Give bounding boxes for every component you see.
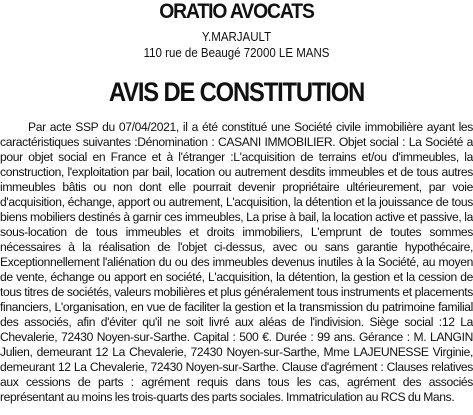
- notice-body: [0, 120, 473, 405]
- notice-title: AVIS DE CONSTITUTION: [108, 77, 365, 107]
- firm-contact-name: Y.MARJAULT: [201, 30, 272, 44]
- notice-body-text: Par acte SSP du 07/04/2021, il a été constitué une Société civile immobilière ayant les caractéristiques suivantes :Dénomination : CASANI IMMOBILIER. Objet social : La Société a pour objet social en France et à l'étranger :L'acquisition de terrains et/ou d'immeubles, la construction, l'exploitation par bail, location ou autrement desdits immeubles et de tous autres immeubles bâtis ou non dont elle pourrait devenir propriétaire ultérieurement, par voie d'acquisition, échange, apport ou autrement, L'acquisition, la détention et la jouissance de tous biens mobiliers destinés à garnir ces immeubles, La prise à bail, la location active et passive, la sous-location de tous immeubles et droits immobiliers, L'emprunt de toutes sommes nécessaires à la réalisation de l'objet ci-dessus, avec ou sans garantie hypothécaire, Exceptionnellement l'aliénation du ou des immeubles devenus inutiles à la Société, au moyen de vente, échange ou apport en société, L'acquisition, la détention, la gestion et la cession de tous titres de sociétés, valeurs mobilières et plus généralement tous instruments et placements financiers, L'organisation, en vue de faciliter la gestion et la transmission du patrimoine familial des associés, afin d'éviter qu'il ne soit livré aux aléas de l'indivision. Siège social :12 La Chevalerie, 72430 Noyen-sur-Sarthe. Capital : 500 €. Durée : 99 ans. Gérance : M. LANGIN Julien, demeurant 12 La Chevalerie, 72430 Noyen-sur-Sarthe, Mme LAJEUNESSE Virginie, demeurant 12 La Chevalerie, 72430 Noyen-sur-Sarthe. Clause d'agrément : Clauses relatives aux cessions de parts : agrément requis dans tous les cas, agrément des associés représentant au moins les trois-quarts des parts sociales. Immatriculation au RCS du Mans.: [0, 120, 473, 404]
- firm-address: 110 rue de Beaugé 72000 LE MANS: [143, 46, 330, 60]
- firm-name: ORATIO AVOCATS: [159, 0, 314, 23]
